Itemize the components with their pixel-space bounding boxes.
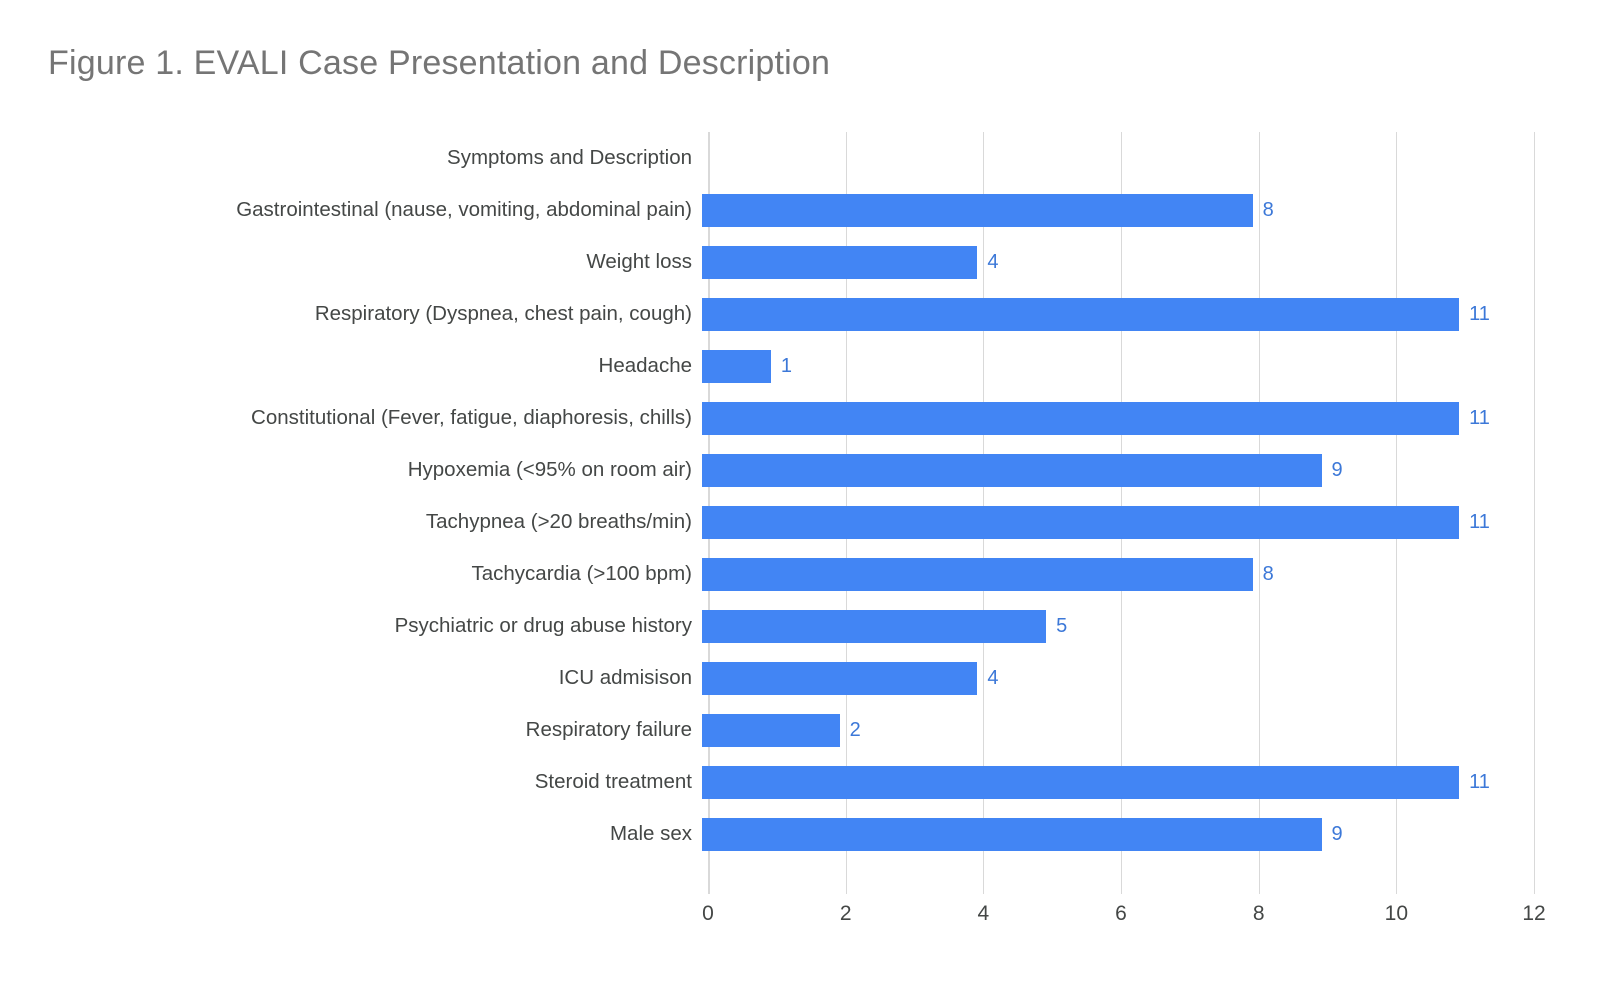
bar-category-label: Hypoxemia (<95% on room air) — [407, 458, 692, 481]
bar[interactable] — [702, 766, 1459, 799]
bar-value-label: 8 — [1262, 563, 1274, 585]
bar-row — [0, 184, 1600, 236]
bar[interactable] — [702, 454, 1322, 487]
bar-wrapper — [700, 184, 1600, 236]
bar-value-label: 9 — [1331, 823, 1343, 845]
bar[interactable] — [702, 350, 771, 383]
bar-row — [0, 548, 1600, 600]
bar-row — [0, 132, 1600, 184]
bar[interactable] — [702, 662, 977, 695]
bar[interactable] — [702, 402, 1459, 435]
page-title: Figure 1. EVALI Case Presentation and Description — [48, 44, 831, 82]
bar-category-label: Male sex — [609, 822, 692, 845]
bar-value-label: 4 — [987, 251, 999, 273]
x-axis — [702, 894, 1546, 934]
x-tick-label: 6 — [1115, 902, 1127, 925]
x-tick-label: 10 — [1384, 902, 1409, 925]
bar-wrapper — [700, 132, 1600, 184]
bar-row — [0, 808, 1600, 860]
x-tick-label: 2 — [839, 902, 852, 925]
bar-rows — [0, 132, 1600, 860]
bar-row — [0, 288, 1600, 340]
bar-category-label: ICU admisison — [558, 666, 692, 689]
bar-row — [0, 652, 1600, 704]
bar-value-label: 11 — [1469, 771, 1490, 793]
bar-row — [0, 496, 1600, 548]
bar[interactable] — [702, 506, 1459, 539]
bar-value-label: 11 — [1469, 407, 1490, 429]
bar-value-label: 5 — [1056, 615, 1068, 637]
bar-row — [0, 392, 1600, 444]
bar-wrapper — [700, 288, 1600, 340]
bar-value-label: 4 — [987, 667, 999, 689]
plot-area — [0, 132, 1600, 925]
bar-wrapper — [700, 600, 1600, 652]
bar-value-label: 11 — [1469, 511, 1490, 533]
bar-wrapper — [700, 392, 1600, 444]
bar-wrapper — [700, 704, 1600, 756]
bar-wrapper — [700, 340, 1600, 392]
bar-category-label: Constitutional (Fever, fatigue, diaphoresis, chills) — [251, 406, 692, 429]
bar-row — [0, 340, 1600, 392]
bar-value-label: 9 — [1331, 459, 1343, 481]
bar-category-label: Psychiatric or drug abuse history — [394, 614, 692, 637]
bar-wrapper — [700, 548, 1600, 600]
bar-value-label: 11 — [1469, 303, 1490, 325]
bar-category-label: Tachycardia (>100 bpm) — [471, 562, 692, 585]
bar[interactable] — [702, 194, 1253, 227]
bar-category-label: Tachypnea (>20 breaths/min) — [425, 510, 692, 533]
bar-wrapper — [700, 444, 1600, 496]
bar-row — [0, 704, 1600, 756]
bar-category-label: Steroid treatment — [534, 770, 692, 793]
bar[interactable] — [702, 818, 1322, 851]
bar-wrapper — [700, 756, 1600, 808]
bar-wrapper — [700, 236, 1600, 288]
bar-row — [0, 756, 1600, 808]
bar-wrapper — [700, 496, 1600, 548]
bar-category-label: Headache — [598, 354, 692, 377]
bar[interactable] — [702, 714, 840, 747]
bar-category-label: Symptoms and Description — [447, 146, 692, 169]
x-tick-label: 8 — [1252, 902, 1265, 925]
bar-wrapper — [700, 808, 1600, 860]
bar[interactable] — [702, 246, 977, 279]
bar-category-label: Respiratory failure — [525, 718, 692, 741]
x-tick-label: 12 — [1522, 902, 1546, 925]
bar-value-label: 2 — [849, 719, 861, 741]
bar[interactable] — [702, 558, 1253, 591]
bar[interactable] — [702, 610, 1046, 643]
bar-row — [0, 600, 1600, 652]
bar-row — [0, 236, 1600, 288]
x-tick-label: 0 — [702, 902, 714, 925]
bar-row — [0, 444, 1600, 496]
bar-category-label: Respiratory (Dyspnea, chest pain, cough) — [314, 302, 692, 325]
bar-value-label: 8 — [1262, 199, 1274, 221]
x-tick-label: 4 — [977, 902, 990, 925]
bar[interactable] — [702, 298, 1459, 331]
bar-value-label: 1 — [780, 355, 792, 377]
bar-wrapper — [700, 652, 1600, 704]
bar-category-label: Weight loss — [586, 250, 692, 273]
bar-category-label: Gastrointestinal (nause, vomiting, abdominal pain) — [236, 198, 692, 221]
